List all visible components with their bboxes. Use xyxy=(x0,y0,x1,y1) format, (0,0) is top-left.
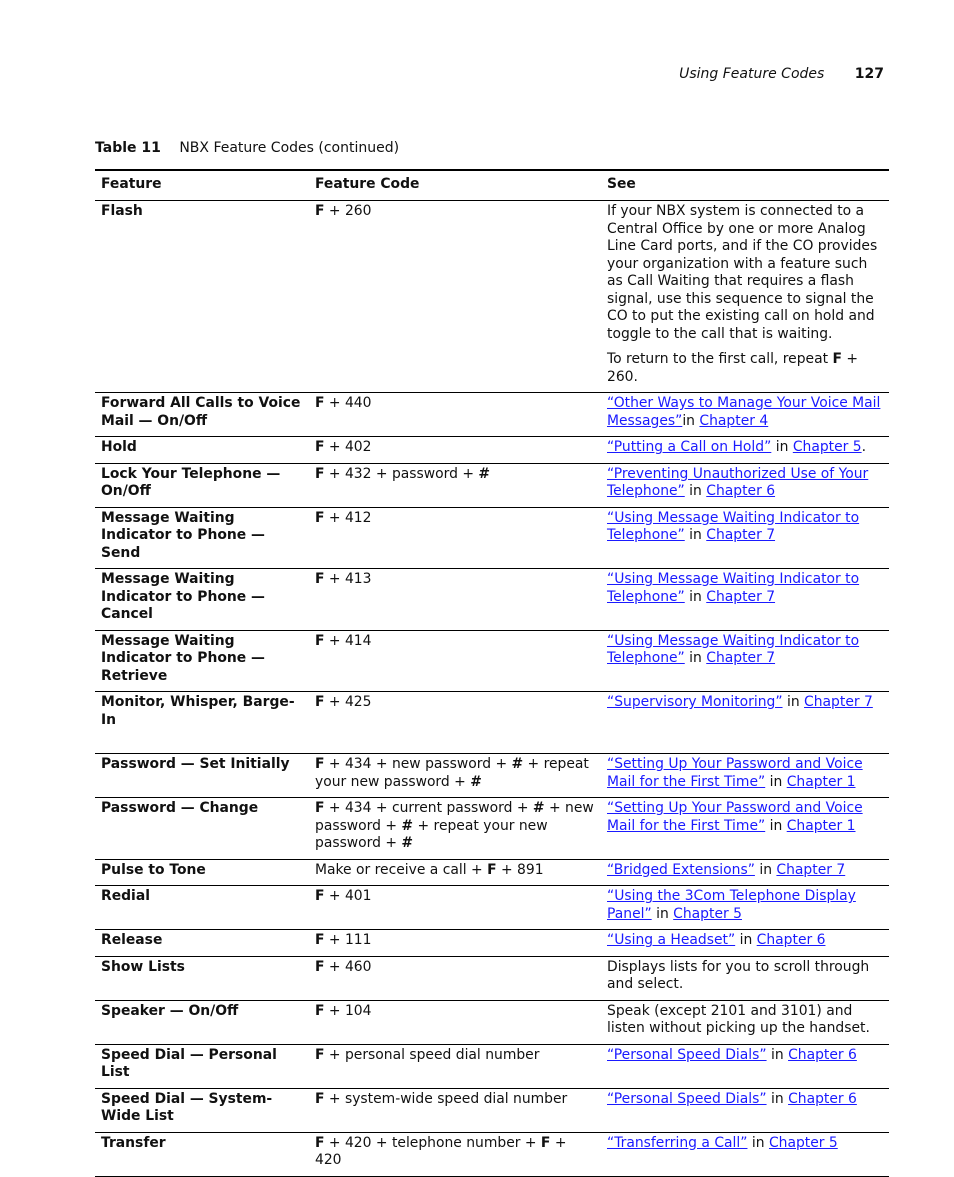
see-paragraph xyxy=(607,932,883,950)
text-run: in xyxy=(682,412,700,429)
text-run: . xyxy=(861,439,867,455)
feature-code-cell xyxy=(309,930,601,957)
cross-reference-link[interactable]: Chapter 7 xyxy=(706,527,776,543)
table-label: Table 11 xyxy=(95,140,161,156)
text-run: in xyxy=(747,1134,769,1151)
see-paragraph xyxy=(607,1003,883,1038)
bold-key: # xyxy=(470,773,482,790)
feature-cell: Speed Dial — System-Wide List xyxy=(95,1088,309,1132)
bold-key: F xyxy=(315,694,325,710)
table-row xyxy=(95,1132,889,1176)
bold-key: # xyxy=(401,817,414,834)
bold-key: # xyxy=(478,465,491,482)
text-run: + 402 xyxy=(324,439,372,455)
section-title: Using Feature Codes xyxy=(679,66,825,82)
column-header-feature: Feature xyxy=(95,170,309,201)
text-run: + new password + xyxy=(315,800,594,834)
header-row xyxy=(95,170,889,201)
table-row xyxy=(95,463,889,507)
table-row xyxy=(95,569,889,631)
feature-cell: Monitor, Whisper, Barge-In xyxy=(95,692,309,754)
text-run: in xyxy=(766,1046,789,1063)
bold-key: F xyxy=(315,439,325,455)
bold-key: # xyxy=(401,835,414,851)
feature-cell: Speed Dial — Personal List xyxy=(95,1044,309,1088)
table-row xyxy=(95,956,889,1000)
cross-reference-link[interactable]: Chapter 6 xyxy=(788,1090,857,1107)
text-run: + repeat your new password + xyxy=(315,756,589,790)
feature-code-cell xyxy=(309,754,601,798)
cross-reference-link[interactable]: Chapter 5 xyxy=(673,905,742,922)
cross-reference-link[interactable]: Chapter 7 xyxy=(776,861,846,878)
text-run: To return to the first call, repeat xyxy=(607,351,833,367)
table-row xyxy=(95,754,889,798)
page-number: 127 xyxy=(854,66,884,82)
cross-reference-link[interactable]: “Using the 3Com Telephone Display Panel” xyxy=(607,888,856,922)
feature-cell: Release xyxy=(95,930,309,957)
cross-reference-link[interactable]: “Supervisory Monitoring” xyxy=(607,694,783,710)
cross-reference-link[interactable]: “Bridged Extensions” xyxy=(607,861,755,878)
cross-reference-link[interactable]: “Transferring a Call” xyxy=(607,1134,748,1151)
cross-reference-link[interactable]: Chapter 6 xyxy=(706,483,776,499)
bold-key: F xyxy=(315,465,325,482)
see-cell xyxy=(601,859,889,886)
see-paragraph xyxy=(607,1135,883,1153)
feature-code-cell xyxy=(309,886,601,930)
text-run: + 420 + telephone number + xyxy=(324,1134,541,1151)
text-run: + 414 xyxy=(324,632,372,649)
see-cell xyxy=(601,437,889,464)
table-row xyxy=(95,930,889,957)
see-cell xyxy=(601,1132,889,1176)
see-paragraph xyxy=(607,633,883,668)
see-cell xyxy=(601,569,889,631)
running-head xyxy=(679,66,884,82)
cross-reference-link[interactable]: Chapter 1 xyxy=(786,773,856,790)
text-run: + 891 xyxy=(496,861,544,878)
text-run: + 432 + password + xyxy=(324,465,479,482)
cross-reference-link[interactable]: “Setting Up Your Password and Voice Mail for the First Time” xyxy=(607,800,863,834)
see-cell xyxy=(601,692,889,754)
see-paragraph xyxy=(607,1091,883,1109)
bold-key: F xyxy=(315,1002,325,1019)
see-cell xyxy=(601,956,889,1000)
feature-code-cell xyxy=(309,630,601,692)
feature-codes-table xyxy=(95,169,889,1177)
feature-cell: Pulse to Tone xyxy=(95,859,309,886)
cross-reference-link[interactable]: “Using a Headset” xyxy=(607,932,736,948)
text-run: in xyxy=(684,650,707,666)
feature-cell: Password — Set Initially xyxy=(95,754,309,798)
text-run: in xyxy=(771,439,793,455)
feature-cell: Flash xyxy=(95,201,309,393)
see-paragraph xyxy=(607,862,883,880)
bold-key: F xyxy=(315,800,325,816)
feature-code-cell xyxy=(309,1044,601,1088)
see-cell xyxy=(601,886,889,930)
text-run: + system-wide speed dial number xyxy=(324,1090,568,1107)
see-cell xyxy=(601,201,889,393)
see-cell xyxy=(601,1044,889,1088)
see-paragraph xyxy=(607,203,883,343)
feature-cell: Show Lists xyxy=(95,956,309,1000)
see-cell xyxy=(601,507,889,569)
bold-key: F xyxy=(315,395,325,411)
feature-code-cell xyxy=(309,956,601,1000)
text-run: + 260 xyxy=(324,203,372,219)
feature-cell: Transfer xyxy=(95,1132,309,1176)
text-run: + 434 + new password + xyxy=(324,756,512,772)
text-run: + 111 xyxy=(324,932,372,948)
text-run: + 413 xyxy=(324,571,372,587)
table-row xyxy=(95,630,889,692)
cross-reference-link[interactable]: “Using Message Waiting Indicator to Telephone” xyxy=(607,509,860,543)
bold-key: # xyxy=(511,756,524,772)
see-paragraph xyxy=(607,439,883,457)
feature-code-cell xyxy=(309,437,601,464)
table-row xyxy=(95,437,889,464)
table-row xyxy=(95,859,889,886)
text-run: Displays lists for you to scroll through and select. xyxy=(607,958,870,992)
feature-code-cell xyxy=(309,1000,601,1044)
text-run: + 412 xyxy=(324,509,372,526)
bold-key: F xyxy=(315,1090,325,1107)
bold-key: F xyxy=(315,756,325,772)
text-run: in xyxy=(651,905,674,922)
feature-code-cell xyxy=(309,393,601,437)
text-run: in xyxy=(765,773,787,790)
text-run: in xyxy=(782,694,805,710)
feature-code-cell xyxy=(309,569,601,631)
text-run: If your NBX system is connected to a Central Office by one or more Analog Line Card ports, and if the CO provides your organization with a feature such as Call Waiting that requires a flash signal, use this sequence to signal the CO to put the existing call on hold and toggle to the call that is waiting. xyxy=(607,203,878,342)
text-run: Speak (except 2101 and 3101) and listen without picking up the handset. xyxy=(607,1002,870,1036)
cross-reference-link[interactable]: “Using Message Waiting Indicator to Telephone” xyxy=(607,632,860,666)
table-row xyxy=(95,393,889,437)
feature-code-cell xyxy=(309,507,601,569)
see-paragraph xyxy=(607,1047,883,1065)
table-row xyxy=(95,1044,889,1088)
cross-reference-link[interactable]: “Putting a Call on Hold” xyxy=(607,439,772,455)
see-cell xyxy=(601,1000,889,1044)
feature-code-cell xyxy=(309,463,601,507)
see-cell xyxy=(601,754,889,798)
cross-reference-link[interactable]: “Personal Speed Dials” xyxy=(607,1046,767,1063)
feature-code-cell xyxy=(309,692,601,754)
see-paragraph xyxy=(607,694,883,712)
text-run: + 460 xyxy=(324,958,372,975)
bold-key: F xyxy=(315,888,325,904)
see-cell xyxy=(601,1088,889,1132)
cross-reference-link[interactable]: Chapter 6 xyxy=(788,1046,857,1063)
see-paragraph xyxy=(607,571,883,606)
feature-cell: Speaker — On/Off xyxy=(95,1000,309,1044)
feature-cell: Message Waiting Indicator to Phone — Retrieve xyxy=(95,630,309,692)
bold-key: F xyxy=(487,861,497,878)
table-row xyxy=(95,1088,889,1132)
feature-code-cell xyxy=(309,798,601,860)
table-header xyxy=(95,170,889,201)
bold-key: F xyxy=(315,571,325,587)
text-run: + 260. xyxy=(607,351,859,385)
see-cell xyxy=(601,630,889,692)
feature-cell: Lock Your Telephone — On/Off xyxy=(95,463,309,507)
text-run: in xyxy=(684,483,707,499)
text-run: + 434 + current password + xyxy=(324,800,533,816)
see-paragraph xyxy=(607,800,883,835)
feature-code-cell xyxy=(309,1132,601,1176)
cross-reference-link[interactable]: Chapter 7 xyxy=(804,694,873,710)
table-row xyxy=(95,1000,889,1044)
feature-code-cell xyxy=(309,1088,601,1132)
bold-key: F xyxy=(315,203,325,219)
see-cell xyxy=(601,393,889,437)
text-run: in xyxy=(754,861,777,878)
feature-code-cell xyxy=(309,859,601,886)
cross-reference-link[interactable]: Chapter 5 xyxy=(768,1134,838,1151)
column-header-see: See xyxy=(601,170,889,201)
cross-reference-link[interactable]: Chapter 7 xyxy=(706,650,776,666)
text-run: in xyxy=(766,1090,789,1107)
cross-reference-link[interactable]: Chapter 1 xyxy=(786,817,856,834)
feature-cell: Hold xyxy=(95,437,309,464)
text-run: + 440 xyxy=(324,395,372,411)
see-paragraph xyxy=(607,395,883,430)
bold-key: F xyxy=(315,1134,325,1151)
text-run: + 420 xyxy=(315,1134,567,1168)
cross-reference-link[interactable]: Chapter 7 xyxy=(706,588,776,605)
see-paragraph xyxy=(607,756,883,791)
text-run: + repeat your new password + xyxy=(315,817,548,851)
text-run: in xyxy=(684,527,707,543)
see-cell xyxy=(601,463,889,507)
feature-cell: Message Waiting Indicator to Phone — Cancel xyxy=(95,569,309,631)
cross-reference-link[interactable]: Chapter 4 xyxy=(699,412,769,429)
bold-key: F xyxy=(315,509,325,526)
table-caption xyxy=(95,140,399,156)
table-row xyxy=(95,886,889,930)
cross-reference-link[interactable]: Chapter 5 xyxy=(792,439,862,455)
cross-reference-link[interactable]: “Other Ways to Manage Your Voice Mail Messages” xyxy=(607,395,881,429)
cross-reference-link[interactable]: “Using Message Waiting Indicator to Telephone” xyxy=(607,571,860,605)
text-run: in xyxy=(684,588,707,605)
bold-key: F xyxy=(315,1046,325,1063)
table-row xyxy=(95,692,889,754)
see-paragraph xyxy=(607,351,883,386)
see-paragraph xyxy=(607,888,883,923)
text-run: + 104 xyxy=(324,1002,372,1019)
see-paragraph xyxy=(607,466,883,501)
text-run: in xyxy=(735,932,757,948)
column-header-feature-code: Feature Code xyxy=(309,170,601,201)
bold-key: F xyxy=(832,351,842,367)
text-run: + 401 xyxy=(324,888,372,904)
cross-reference-link[interactable]: “Preventing Unauthorized Use of Your Telephone” xyxy=(607,465,869,499)
feature-cell: Message Waiting Indicator to Phone — Send xyxy=(95,507,309,569)
text-run: Make or receive a call + xyxy=(315,861,488,878)
feature-cell: Password — Change xyxy=(95,798,309,860)
see-paragraph xyxy=(607,510,883,545)
cross-reference-link[interactable]: Chapter 6 xyxy=(756,932,826,948)
cross-reference-link[interactable]: “Setting Up Your Password and Voice Mail for the First Time” xyxy=(607,756,863,790)
see-cell xyxy=(601,930,889,957)
table-title: NBX Feature Codes (continued) xyxy=(179,140,400,156)
feature-code-cell xyxy=(309,201,601,393)
table-row xyxy=(95,507,889,569)
text-run: in xyxy=(765,817,787,834)
bold-key: # xyxy=(532,800,545,816)
bold-key: F xyxy=(540,1134,551,1151)
see-cell xyxy=(601,798,889,860)
bold-key: F xyxy=(315,632,325,649)
bold-key: F xyxy=(315,932,325,948)
table-body xyxy=(95,201,889,1177)
table-row xyxy=(95,798,889,860)
text-run: + 425 xyxy=(324,694,372,710)
see-paragraph xyxy=(607,959,883,994)
cross-reference-link[interactable]: “Personal Speed Dials” xyxy=(607,1090,767,1107)
feature-cell: Redial xyxy=(95,886,309,930)
bold-key: F xyxy=(315,958,325,975)
feature-cell: Forward All Calls to Voice Mail — On/Off xyxy=(95,393,309,437)
text-run: + personal speed dial number xyxy=(324,1046,540,1063)
table-row xyxy=(95,201,889,393)
